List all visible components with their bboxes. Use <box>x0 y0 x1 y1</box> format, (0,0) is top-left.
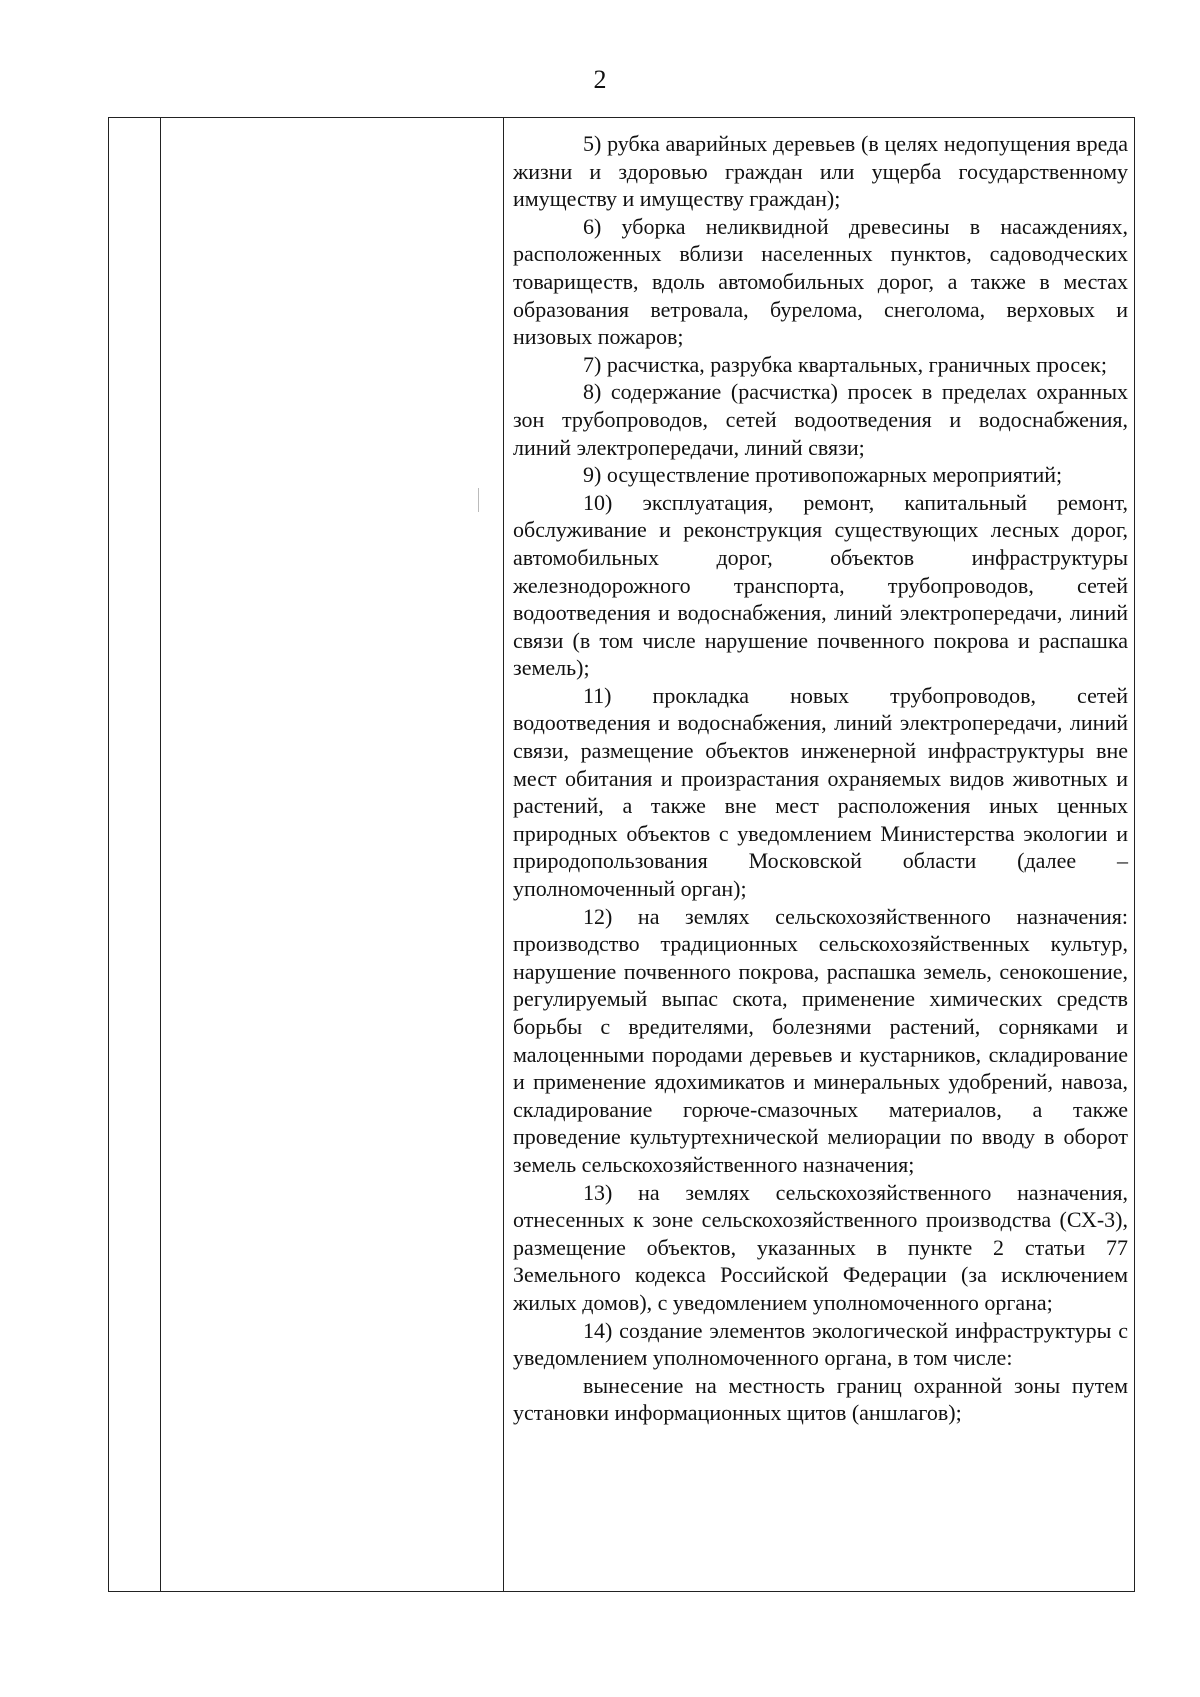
paragraph-item-6: 6) уборка неликвидной древесины в насаждениях, расположенных вблизи населенных пунктов, садоводческих товариществ, вдоль автомобильных дорог, а также в местах образования ветровала, бурелома, снеголома, верховых и низовых пожаров; <box>513 213 1128 350</box>
paragraph-item-7: 7) расчистка, разрубка квартальных, граничных просек; <box>583 351 1107 377</box>
paragraph-item-10: 10) эксплуатация, ремонт, капитальный ремонт, обслуживание и реконструкция существующих лесных дорог, автомобильных дорог, объектов инфраструктуры железнодорожного транспорта, трубопроводов, сетей водоотведения и водоснабжения, линий электропередачи, линий связи (в том числе нарушение почвенного покрова и распашка земель); <box>513 489 1128 681</box>
paragraph-item-13: 13) на землях сельскохозяйственного назначения, отнесенных к зоне сельскохозяйственного производства (СХ-3), размещение объектов, указанных в пункте 2 статьи 77 Земельного кодекса Российской Федерации (за исключением жилых домов), с уведомлением уполномоченного органа; <box>513 1179 1128 1315</box>
table-column-content <box>504 118 1134 1591</box>
page-number: 2 <box>593 65 607 94</box>
paragraph-item-8: 8) содержание (расчистка) просек в пределах охранных зон трубопроводов, сетей водоотведения и водоснабжения, линий электропередачи, линий связи; <box>513 379 1128 460</box>
paragraph-item-9: 9) осуществление противопожарных мероприятий; <box>583 462 1063 488</box>
table-column-name <box>161 118 504 1591</box>
paragraph-item-12: 12) на землях сельскохозяйственного назначения: производство традиционных сельскохозяйственных культур, нарушение почвенного покрова, распашка земель, сенокошение, регулируемый выпас скота, применение химических средств борьбы с вредителями, болезнями растений, сорняками и малоценными породами деревьев и кустарников, складирование и применение ядохимикатов и минеральных удобрений, навоза, складирование горюче-смазочных материалов, а также проведение культуртехнической мелиорации по вводу в оборот земель сельскохозяйственного назначения; <box>513 903 1128 1177</box>
paragraph-subitem: вынесение на местность границ охранной зоны путем установки информационных щитов (аншлагов); <box>513 1372 1128 1426</box>
table-column-number <box>109 118 161 1591</box>
paragraph-item-11: 11) прокладка новых трубопроводов, сетей водоотведения и водоснабжения, линий электропередачи, линий связи, размещение объектов инженерной инфраструктуры вне мест обитания и произрастания охраняемых видов животных и растений, а также вне мест расположения иных ценных природных объектов с уведомлением Министерства экологии и природопользования Московской области (далее – уполномоченный орган); <box>513 682 1128 902</box>
paragraph-item-14: 14) создание элементов экологической инфраструктуры с уведомлением уполномоченного органа, в том числе: <box>513 1317 1128 1371</box>
scan-mark <box>478 488 479 512</box>
paragraph-item-5: 5) рубка аварийных деревьев (в целях недопущения вреда жизни и здоровью граждан или ущерба государственному имуществу и имуществу граждан); <box>513 131 1128 212</box>
document-table <box>108 117 1135 1592</box>
